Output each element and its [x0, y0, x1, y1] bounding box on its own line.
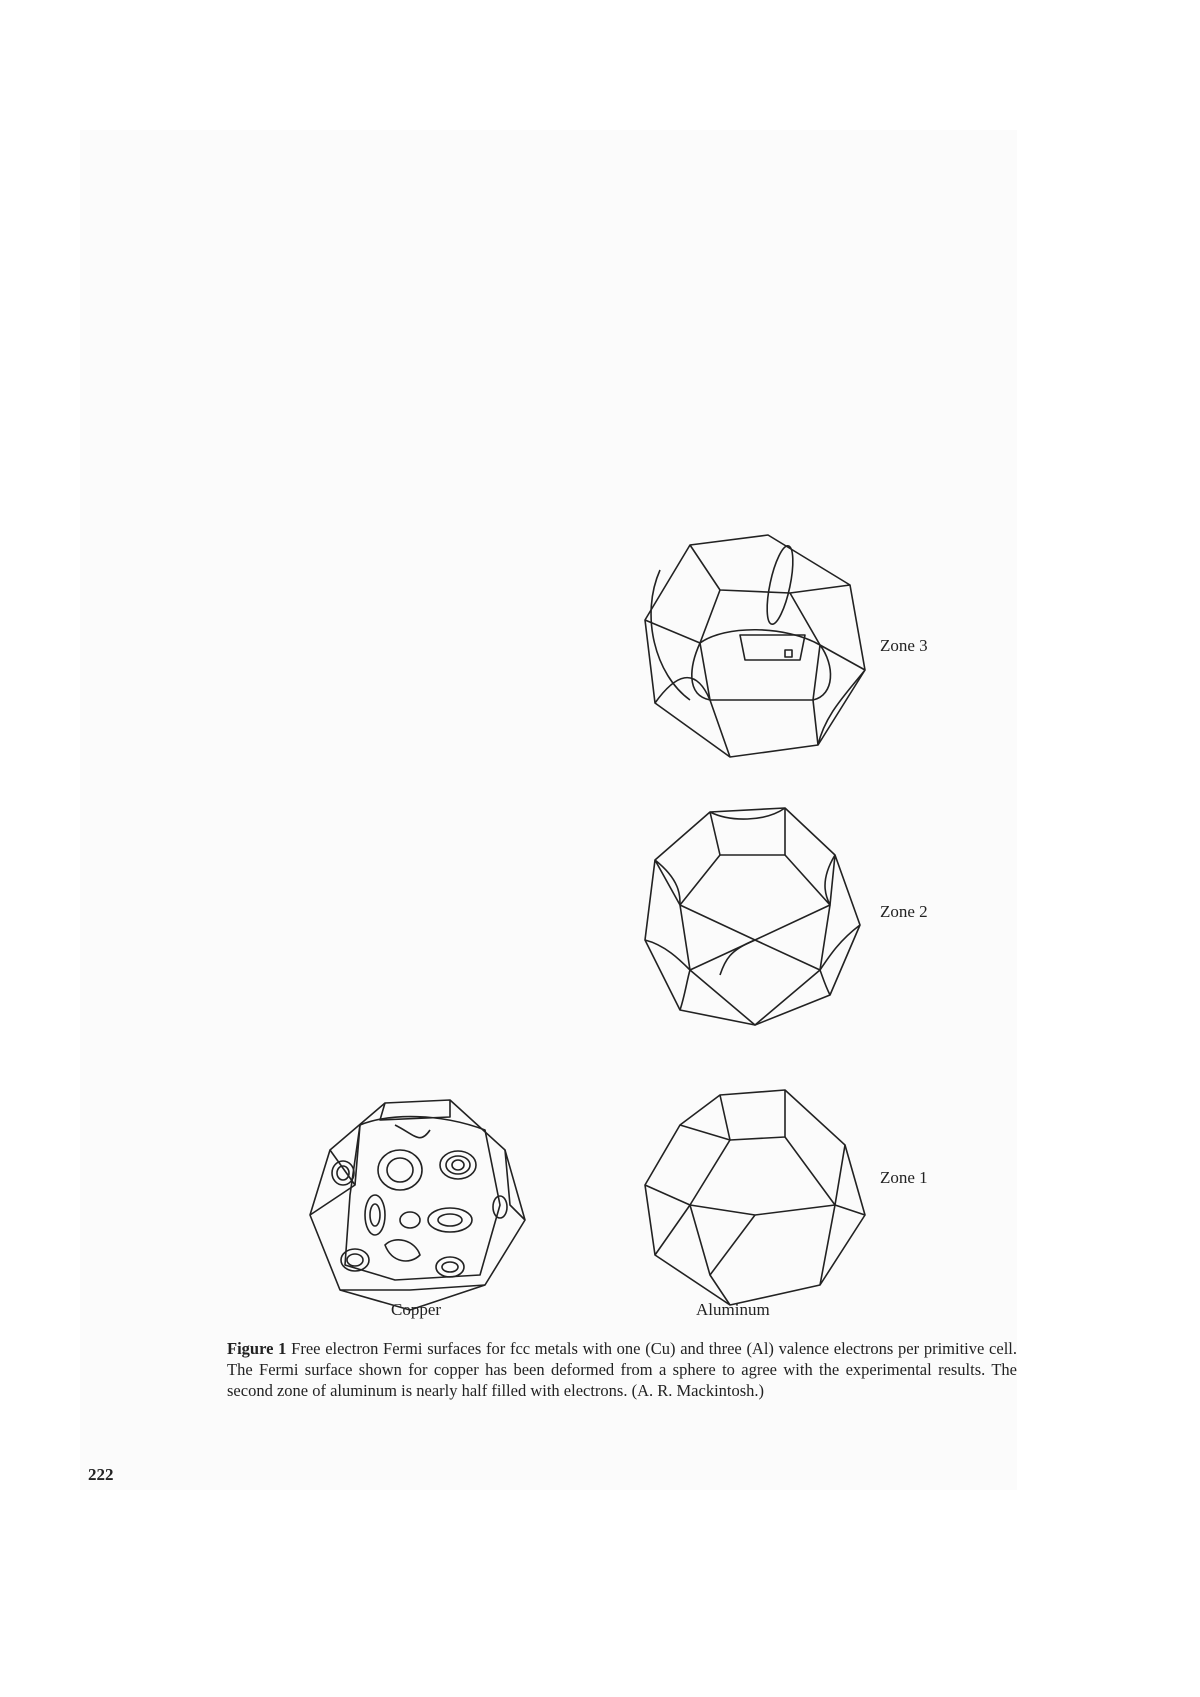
zone-2-label: Zone 2: [880, 902, 928, 921]
zone-3-label: Zone 3: [880, 636, 928, 655]
figure-caption: [227, 1338, 1017, 1401]
copper-fermi-surface-drawing: [300, 1095, 540, 1325]
copper-label: Copper: [391, 1300, 442, 1319]
figure-number: Figure 1: [227, 1339, 287, 1358]
page-number: 222: [88, 1465, 114, 1484]
caption-text: Free electron Fermi surfaces for fcc metals with one (Cu) and three (Al) valence electrons per primitive cell. The Fermi surface shown for copper has been deformed from a sphere to agree with the experimental results. The second zone of aluminum is nearly half filled with electrons. (A. R. Mackintosh.): [227, 1339, 1017, 1400]
zone-2-drawing: [635, 800, 875, 1040]
zone-3-drawing: [635, 525, 875, 765]
aluminum-label: Aluminum: [696, 1300, 770, 1319]
zone-1-drawing: [635, 1085, 875, 1325]
zone-1-label: Zone 1: [880, 1168, 928, 1187]
